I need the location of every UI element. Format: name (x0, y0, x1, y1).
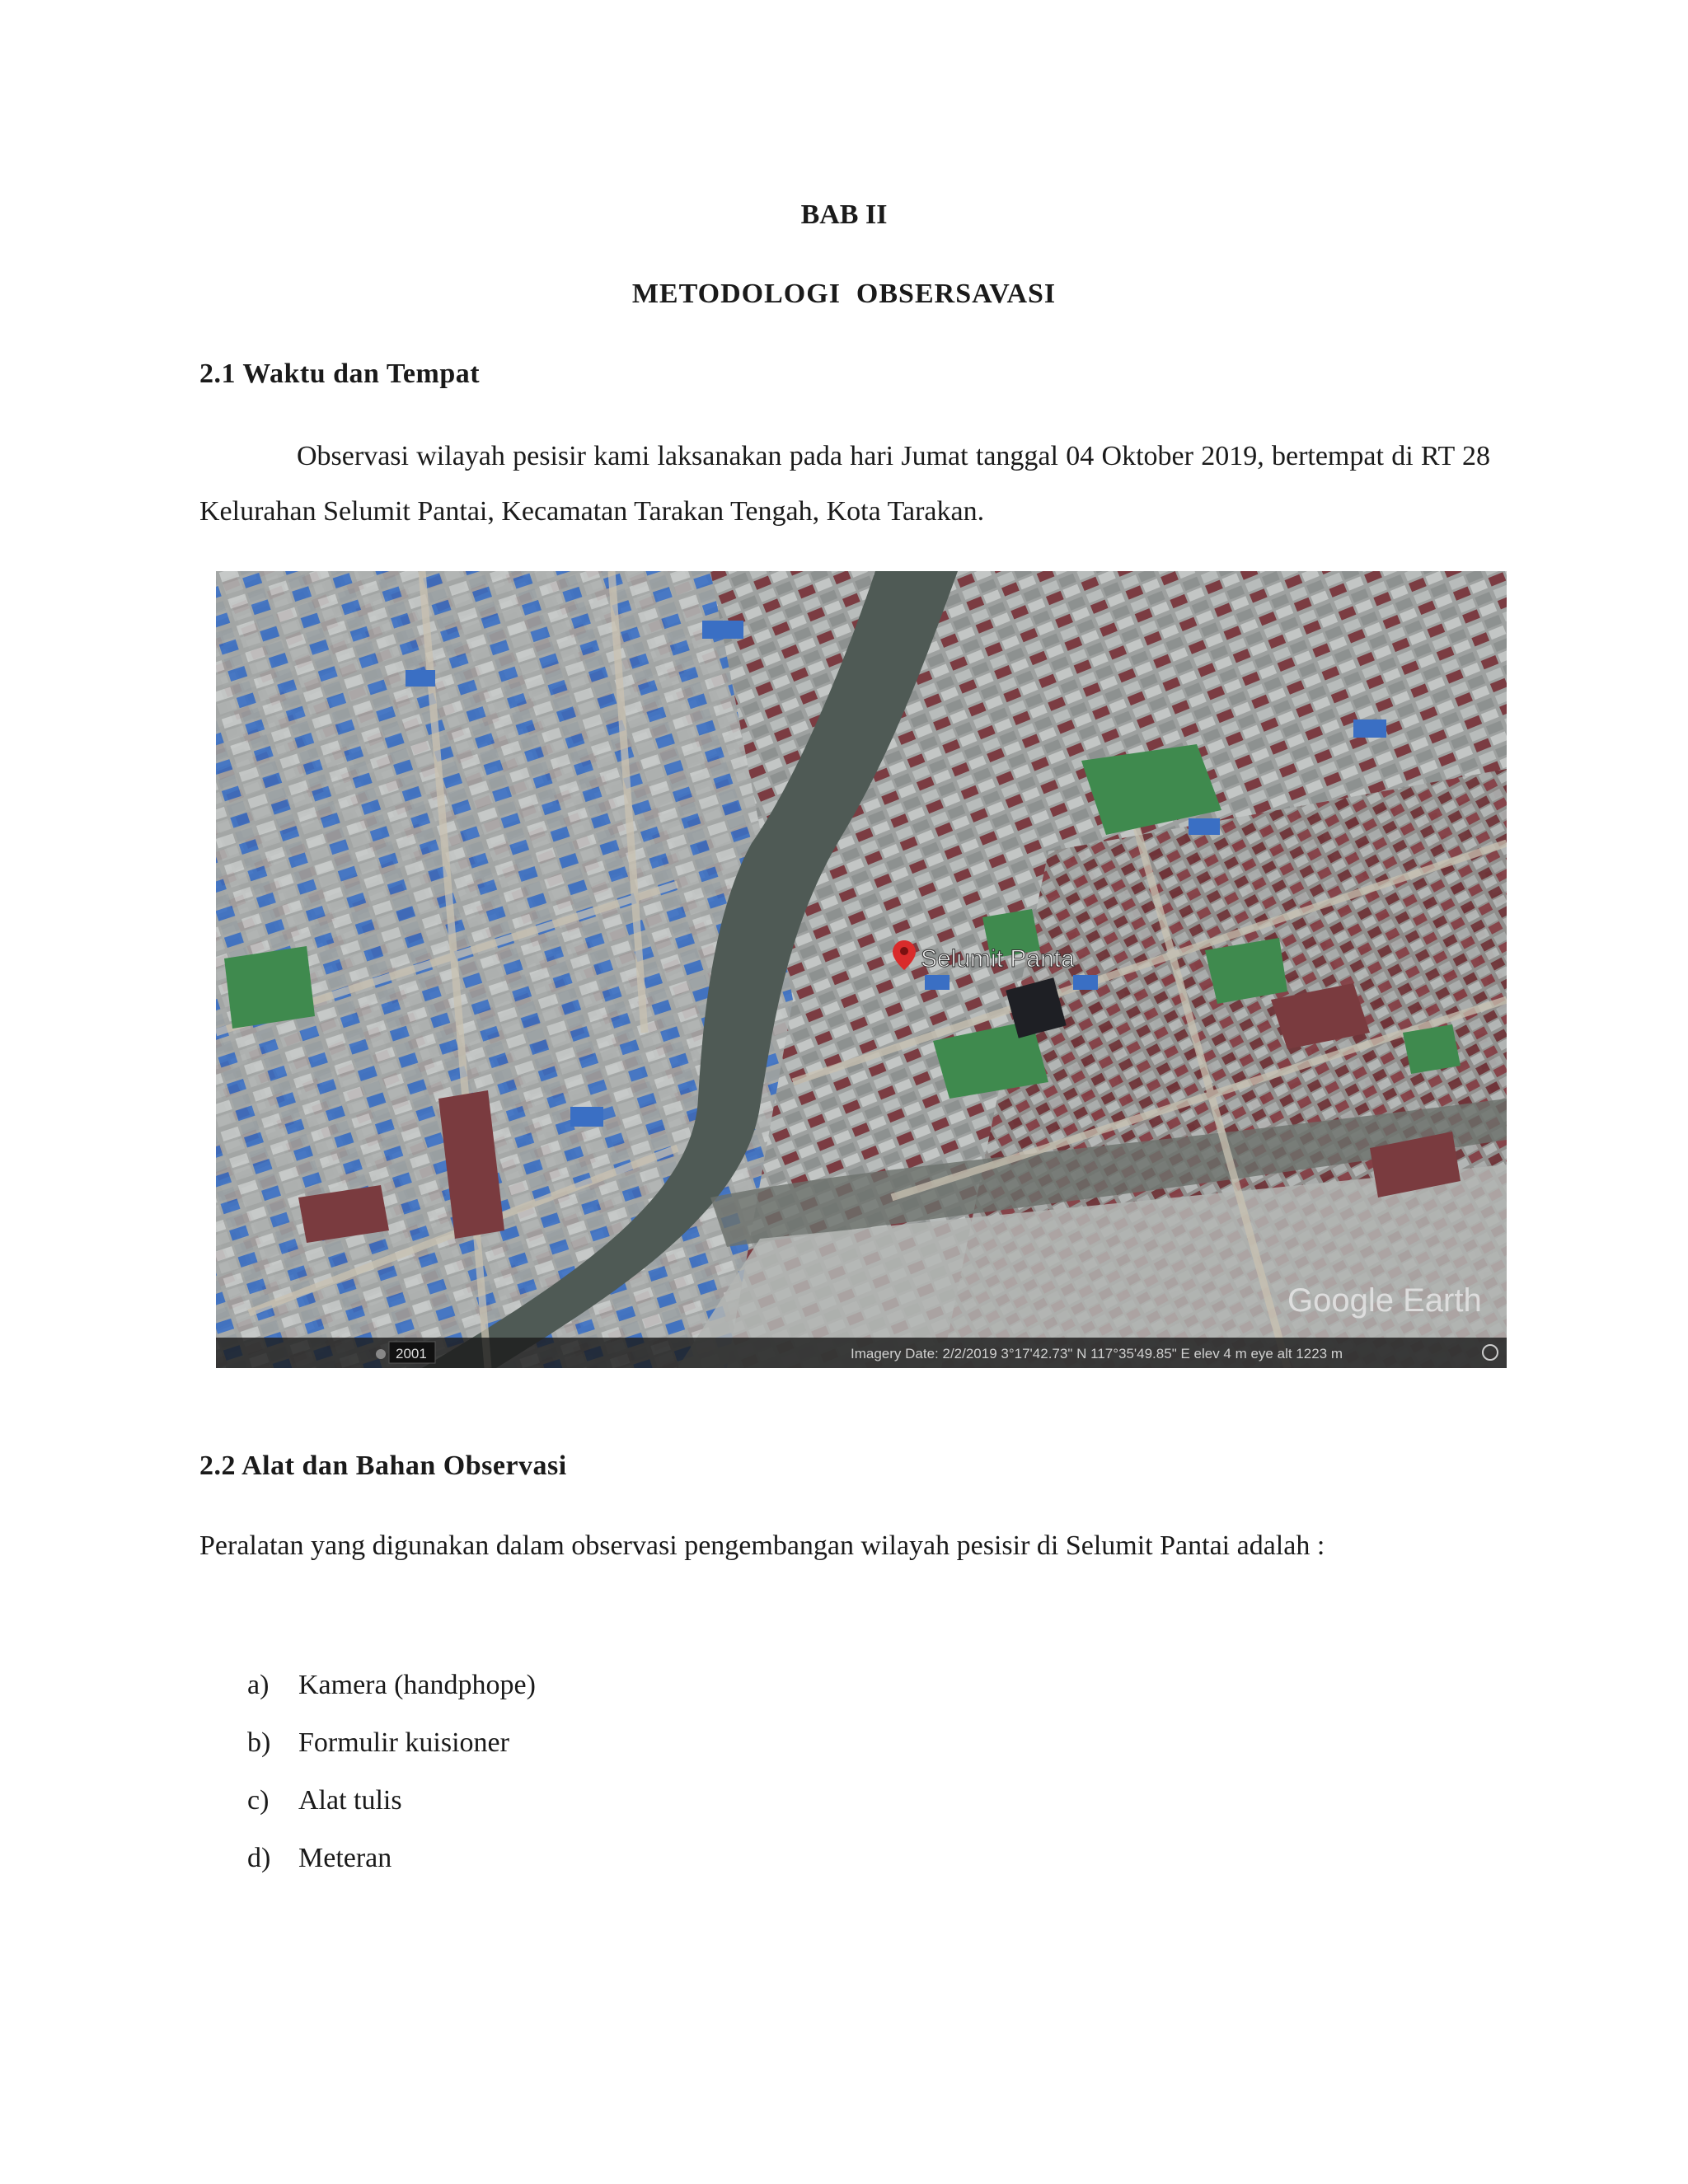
map-watermark: Google Earth (1287, 1282, 1482, 1319)
satellite-map-graphic (216, 571, 1507, 1368)
list-item (247, 1714, 536, 1772)
list-marker: d) (247, 1843, 271, 1873)
list-item-text: Alat tulis (298, 1785, 402, 1816)
list-marker: b) (247, 1727, 271, 1758)
satellite-map-image (216, 571, 1507, 1368)
list-item (247, 1772, 536, 1830)
list-item-text: Meteran (298, 1843, 392, 1873)
map-status-bar: Imagery Date: 2/2/2019 3°17'42.73" N 117°35'49.85" E elev 4 m eye alt 1223 m (851, 1346, 1343, 1361)
list-marker: c) (247, 1785, 270, 1816)
section-heading-alat-bahan: 2.2 Alat dan Bahan Observasi (199, 1451, 567, 1481)
chapter-title: METODOLOGI OBSERSAVASI (631, 279, 1057, 309)
map-year-badge: 2001 (396, 1346, 427, 1361)
map-place-label: Selumit Panta (921, 945, 1075, 972)
list-marker: a) (247, 1670, 270, 1700)
list-item (247, 1657, 536, 1714)
list-item-text: Kamera (handphope) (298, 1670, 536, 1700)
section-paragraph-alat-bahan: Peralatan yang digunakan dalam observasi pengembangan wilayah pesisir di Selumit Pantai adalah : (199, 1530, 1325, 1561)
chapter-label: BAB II (800, 199, 888, 230)
list-item (247, 1830, 536, 1887)
list-item-text: Formulir kuisioner (298, 1727, 509, 1758)
section-paragraph-waktu-tempat: Observasi wilayah pesisir kami laksanakan pada hari Jumat tanggal 04 Oktober 2019, bertempat di RT 28 Kelurahan Selumit Pantai, Kecamatan Tarakan Tengah, Kota Tarakan. (199, 441, 1490, 527)
equipment-list (247, 1657, 536, 1887)
section-heading-waktu-tempat: 2.1 Waktu dan Tempat (199, 359, 481, 389)
